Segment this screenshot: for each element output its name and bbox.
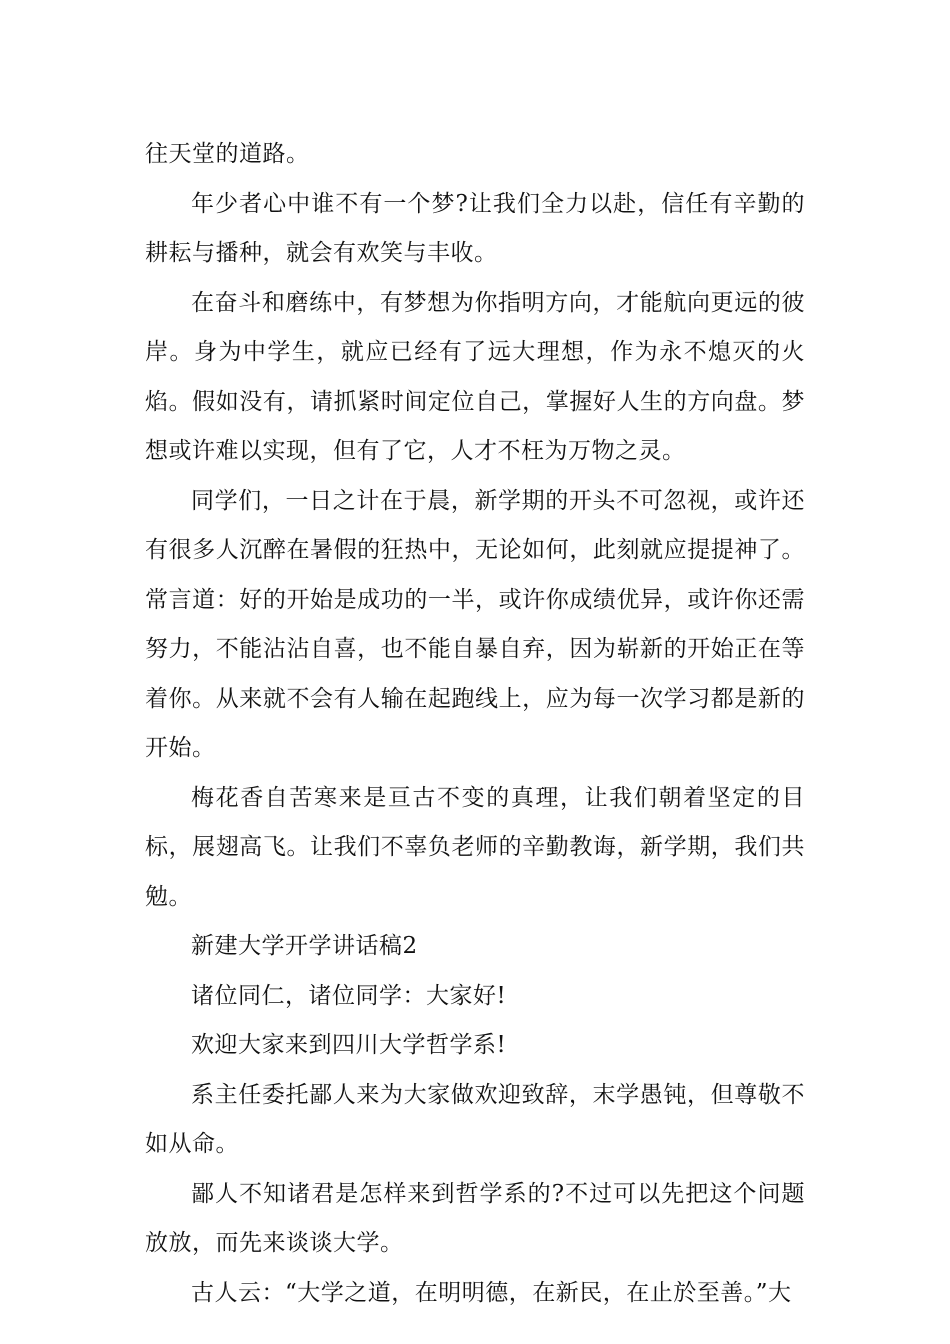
paragraph: 在奋斗和磨练中，有梦想为你指明方向，才能航向更远的彼岸。身为中学生，就应已经有了远大理想，作为永不熄灭的火焰。假如没有，请抓紧时间定位自己，掌握好人生的方向盘。梦想或许难以实现，但有了它，人才不枉为万物之灵。	[145, 289, 805, 464]
section-heading: 新建大学开学讲话稿2	[191, 933, 418, 959]
paragraph: 同学们，一日之计在于晨，新学期的开头不可忽视，或许还有很多人沉醉在暑假的狂热中，无论如何，此刻就应提提神了。常言道：好的开始是成功的一半，或许你成绩优异，或许你还需努力，不能沾沾自喜，也不能自暴自弃，因为崭新的开始正在等着你。从来就不会有人输在起跑线上，应为每一次学习都是新的开始。	[145, 487, 805, 761]
paragraph: 往天堂的道路。	[145, 141, 310, 167]
paragraph: 年少者心中谁不有一个梦?让我们全力以赴，信任有辛勤的耕耘与播种，就会有欢笑与丰收。	[145, 190, 805, 266]
paragraph: 梅花香自苦寒来是亘古不变的真理，让我们朝着坚定的目标，展翅高飞。让我们不辜负老师的辛勤教诲，新学期，我们共勉。	[145, 784, 805, 910]
greeting-line: 诸位同仁，诸位同学：大家好!	[191, 982, 507, 1009]
paragraph: 古人云：“大学之道，在明明德，在新民，在止於至善。”大	[191, 1279, 792, 1306]
welcome-line: 欢迎大家来到四川大学哲学系!	[191, 1032, 507, 1058]
paragraph: 鄙人不知诸君是怎样来到哲学系的?不过可以先把这个问题放放，而先来谈谈大学。	[145, 1180, 805, 1256]
document-body	[145, 130, 805, 1318]
paragraph: 系主任委托鄙人来为大家做欢迎致辞，末学愚钝，但尊敬不如从命。	[145, 1081, 805, 1157]
